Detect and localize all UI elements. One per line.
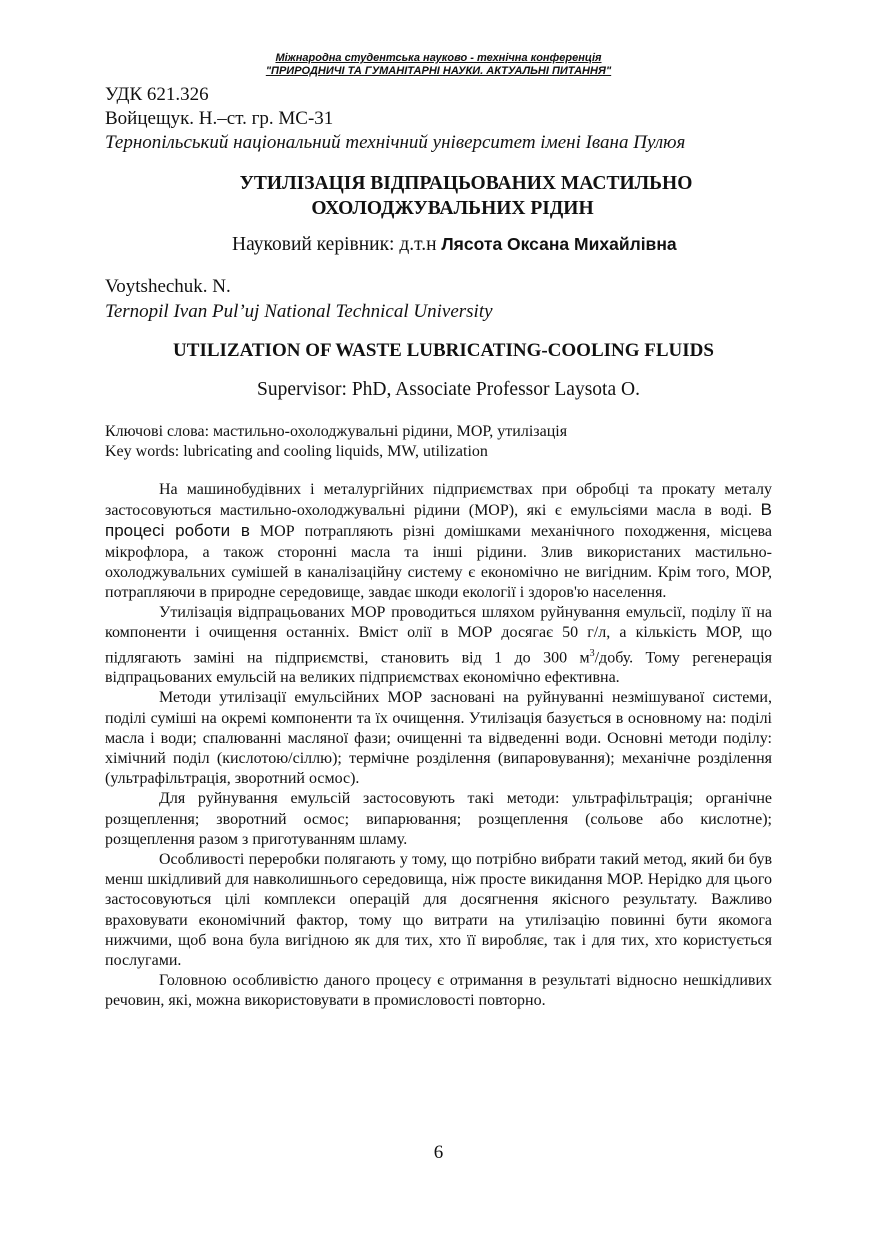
paragraph-2	[105, 603, 772, 688]
paragraph-3: Методи утилізації емульсійних МОР засновані на руйнуванні незмішуваної системи, поділі суміші на окремі компоненти та їх очищення. Утилізація базується в основному на: поділі масла і води; спалюванні масляної фази; очищенні та відведенні води. Основні методи поділу: хімічний поділ (кислотою/сіллю); термічне розділення (випаровування); механічне розділення (ультрафільтрація, зворотний осмос).	[105, 689, 772, 788]
paragraph-2-superscript: 3	[589, 647, 595, 659]
conference-header	[0, 52, 877, 78]
paragraph-6: Головною особливістю даного процесу є отримання в результаті відносно нешкідливих речовин, які, можна використовувати в промисловості повторно.	[105, 972, 772, 1010]
paragraph-1-emphasis: В процесі роботи в	[105, 500, 772, 541]
paragraph-1-part-a: На машинобудівних і металургійних підприємствах при обробці та прокату металу застосовуються мастильно-охолоджувальні рідини (МОР), які є емульсіями масла в воді.	[105, 481, 772, 520]
page-number: 6	[433, 1142, 444, 1163]
paragraph-2-part-b: /добу. Тому регенерація відпрацьованих емульсій на великих підприємствах економічно ефективна.	[105, 648, 773, 687]
title-uk-line2: ОХОЛОДЖУВАЛЬНИХ РІДИН	[311, 198, 594, 219]
supervisor-uk-prefix: Науковий керівник: д.т.н	[232, 234, 437, 255]
keywords-en: Key words: lubricating and cooling liquids, MW, utilization	[105, 443, 488, 460]
udc-code: УДК 621.326	[105, 84, 209, 105]
keywords-uk: Ключові слова: мастильно-охолоджувальні рідини, МОР, утилізація	[105, 423, 568, 440]
conference-header-line1: Міжнародна студентська науково - технічна конференція	[275, 52, 602, 64]
title-en: UTILIZATION OF WASTE LUBRICATING-COOLING FLUIDS	[173, 340, 714, 361]
article-body	[105, 480, 772, 1012]
author-block-en	[105, 274, 493, 324]
title-uk	[0, 171, 877, 221]
paragraph-4: Для руйнування емульсій застосовують такі методи: ультрафільтрація; органічне розщеплення; зворотний осмос; випарювання; розщеплення (сольове або кислотне); розщеплення разом з приготуванням шламу.	[105, 790, 772, 848]
institution-uk: Тернопільський національний технічний університет імені Івана Пулюя	[105, 132, 686, 153]
paragraph-5: Особливості переробки полягають у тому, що потрібно вибрати такий метод, який би був менш шкідливий для навколишнього середовища, ніж просте викидання МОР. Нерідко для цього застосовуються цілі комплекси операцій для досягнення якісного результату. Важливо враховувати економічний фактор, тому що витрати на утилізацію повинні бути якомога нижчими, щоб вона була вигідною як для тих, хто її виробляє, так і для тих, хто користується послугами.	[105, 850, 772, 969]
conference-header-line2: "ПРИРОДНИЧІ ТА ГУМАНІТАРНІ НАУКИ. АКТУАЛЬНІ ПИТАННЯ"	[265, 65, 612, 77]
paragraph-1	[105, 480, 772, 603]
supervisor-en: Supervisor: PhD, Associate Professor Laysota O.	[257, 379, 640, 400]
author-en: Voytshechuk. N.	[105, 276, 231, 297]
author-uk: Войцещук. Н.–ст. гр. МС-31	[105, 108, 334, 129]
keywords-block	[105, 422, 567, 462]
paragraph-1-part-b: МОР потрапляють різні домішками механічного походження, місцева мікрофлора, а також сторонні масла та інші рідини. Злив використаних мастильно-охолоджувальних сумішей в каналізаційну систему є економічно не вигідним. Крім того, МОР, потрапляючи в природне середовище, завдає шкоди екології і здоров'ю населення.	[105, 523, 772, 602]
author-block-uk	[105, 83, 685, 155]
supervisor-uk-name: Лясота Оксана Михайлівна	[441, 234, 677, 254]
supervisor-uk	[232, 234, 677, 256]
institution-en: Ternopil Ivan Pul’uj National Technical University	[105, 301, 493, 322]
title-uk-line1: УТИЛІЗАЦІЯ ВІДПРАЦЬОВАНИХ МАСТИЛЬНО	[239, 173, 693, 194]
paragraph-2-part-a: Утилізація відпрацьованих МОР проводиться шляхом руйнування емульсії, поділу її на компоненти і очищення останніх. Вміст олії в МОР досягає 50 г/л, а кількість МОР, що підлягають заміні на підприємстві, становить від 1 до 300 м	[105, 604, 772, 666]
